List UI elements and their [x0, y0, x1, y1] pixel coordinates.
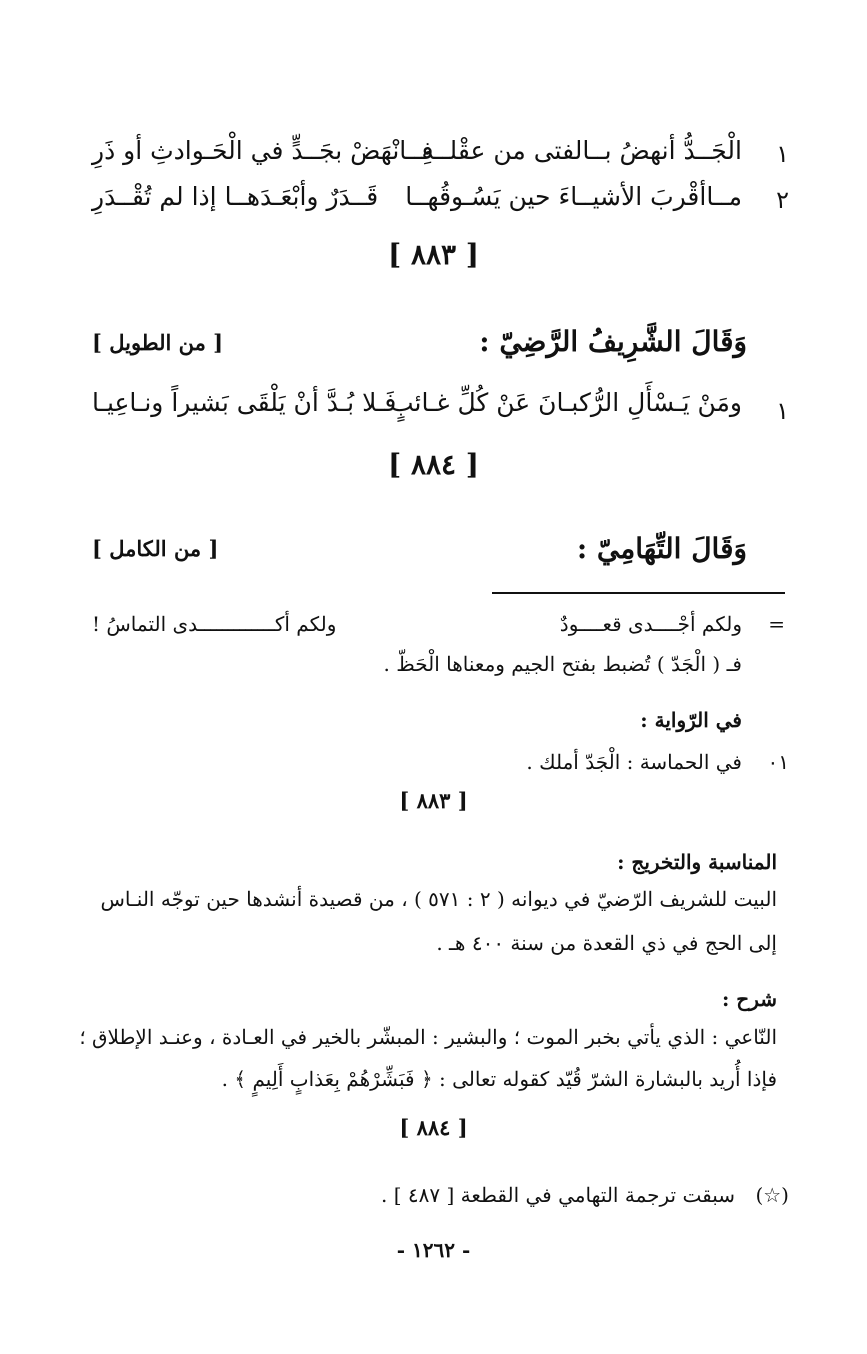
- footnote-cont-right: ولكم أجْــــدى قعــــودٌ: [559, 612, 742, 636]
- verse-hemistich-left: قَــدَرٌ وأبْعَـدَهــا إذا لم تُقْــدَرِ: [92, 182, 379, 211]
- paragraph-line: النّاعي : الذي يأتي بخبر الموت ؛ والبشير : المبشّر بالخير في العـادة ، وعنـد الإطلاق ؛: [79, 1025, 777, 1049]
- paragraph-line: فإذا أُريد بالبشارة الشرّ قُيّد كقوله تعالى : ﴿ فَبَشِّرْهُمْ بِعَذابٍ أَلِيمٍ ﴾ .: [221, 1067, 777, 1091]
- piece-reference: [ ٨٨٣ ]: [399, 788, 468, 813]
- verse-number: ١: [776, 140, 789, 168]
- verse-number: ١: [776, 397, 789, 425]
- verse-hemistich-left: فــانْهَضْ بجَــدٍّ في الْحَـوادثِ أو ذَرِ: [92, 136, 434, 165]
- verse-hemistich-right: مــاأقْربَ الأشيــاءَ حين يَسُـوقُهــا: [405, 182, 742, 211]
- speaker-heading: وَقَالَ التِّهَامِيّ :: [576, 532, 747, 565]
- section-heading: في الرّواية :: [640, 708, 742, 732]
- paragraph-line: البيت للشريف الرّضيّ في ديوانه ( ٢ : ٥٧١ ) ، من قصيدة أنشدها حين توجّه النـاس: [100, 887, 777, 911]
- star-marker: (☆): [755, 1183, 789, 1207]
- footnote-text: سبقت ترجمة التهامي في القطعة [ ٤٨٧ ] .: [380, 1183, 735, 1207]
- continuation-marker: =: [768, 612, 785, 636]
- section-heading: المناسبة والتخريج :: [617, 850, 777, 874]
- page-number: - ١٢٦٢ -: [396, 1238, 471, 1262]
- footnote-text: في الحماسة : الْجَدّ أملك .: [526, 750, 742, 774]
- footnote-separator: [492, 592, 785, 594]
- piece-reference: [ ٨٨٤ ]: [399, 1115, 468, 1140]
- verse-hemistich-right: الْجَــدُّ أنهضُ بــالفتى من عقْلــهِ: [421, 136, 742, 165]
- paragraph-line: إلى الحج في ذي القعدة من سنة ٤٠٠ هـ .: [436, 931, 777, 955]
- verse-hemistich-right: ومَنْ يَـسْأَلِ الرُّكبـانَ عَنْ كُلِّ غـائبٍ: [389, 388, 742, 417]
- footnote-cont-left: ولكم أكـــــــــــــدى التماسُ !: [92, 612, 337, 636]
- section-heading: شرح :: [721, 987, 777, 1011]
- verse-hemistich-left: فَـلا بُـدَّ أنْ يَلْقَى بَشيراً ونـاعِيـا: [92, 388, 397, 417]
- piece-number: [ ٨٨٣ ]: [387, 238, 480, 271]
- meter-label: [ من الطويل ]: [92, 330, 224, 355]
- footnote-number: ٠١: [767, 750, 789, 774]
- piece-number: [ ٨٨٤ ]: [387, 448, 480, 481]
- verse-number: ٢: [776, 186, 789, 214]
- speaker-heading: وَقَالَ الشَّرِيفُ الرَّضِيّ :: [479, 325, 747, 358]
- footnote-text: فـ ( الْجَدّ ) تُضبط بفتح الجيم ومعناها الْحَظّ .: [383, 652, 742, 676]
- meter-label: [ من الكامل ]: [92, 536, 219, 561]
